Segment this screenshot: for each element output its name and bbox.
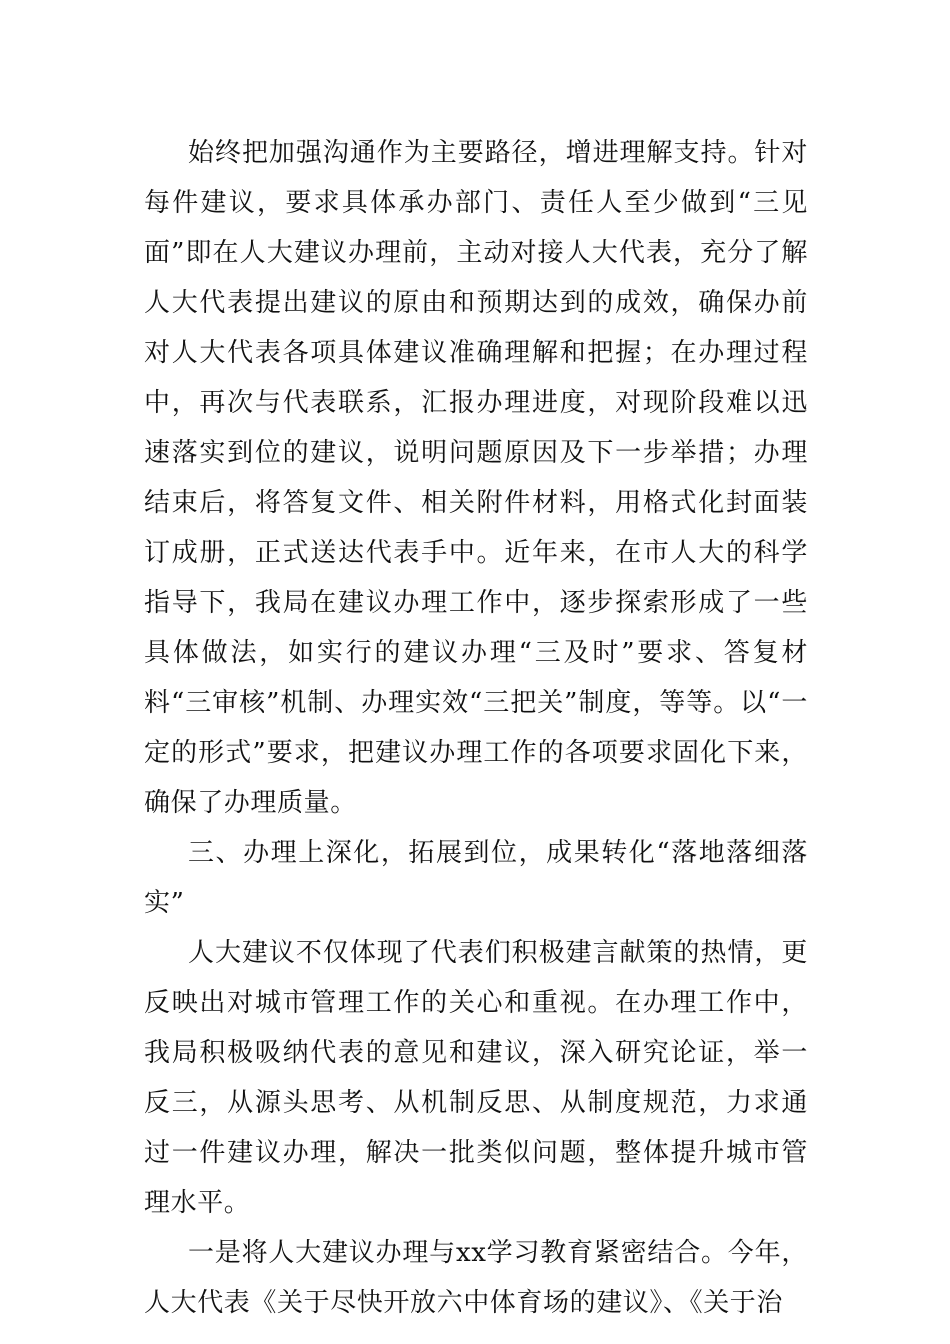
section-heading-three: 三、办理上深化，拓展到位，成果转化“落地落细落实”: [144, 838, 808, 918]
document-body: [144, 128, 808, 1328]
paragraph-deepening: 人大建议不仅体现了代表们积极建言献策的热情，更反映出对城市管理工作的关心和重视。在办理工作中，我局积极吸纳代表的意见和建议，深入研究论证，举一反三，从源头思考、从机制反思、从制度规范，力求通过一件建议办理，解决一批类似问题，整体提升城市管理水平。: [144, 938, 808, 1218]
paragraph-first-measure: 一是将人大建议办理与xx学习教育紧密结合。今年，人大代表《关于尽快开放六中体育场的建议》、《关于治: [144, 1238, 808, 1318]
paragraph-communication: 始终把加强沟通作为主要路径，增进理解支持。针对每件建议，要求具体承办部门、责任人至少做到“三见面”即在人大建议办理前，主动对接人大代表，充分了解人大代表提出建议的原由和预期达到的成效，确保办前对人大代表各项具体建议准确理解和把握；在办理过程中，再次与代表联系，汇报办理进度，对现阶段难以迅速落实到位的建议，说明问题原因及下一步举措；办理结束后，将答复文件、相关附件材料，用格式化封面装订成册，正式送达代表手中。近年来，在市人大的科学指导下，我局在建议办理工作中，逐步探索形成了一些具体做法，如实行的建议办理“三及时”要求、答复材料“三审核”机制、办理实效“三把关”制度，等等。以“一定的形式”要求，把建议办理工作的各项要求固化下来，确保了办理质量。: [144, 138, 809, 818]
